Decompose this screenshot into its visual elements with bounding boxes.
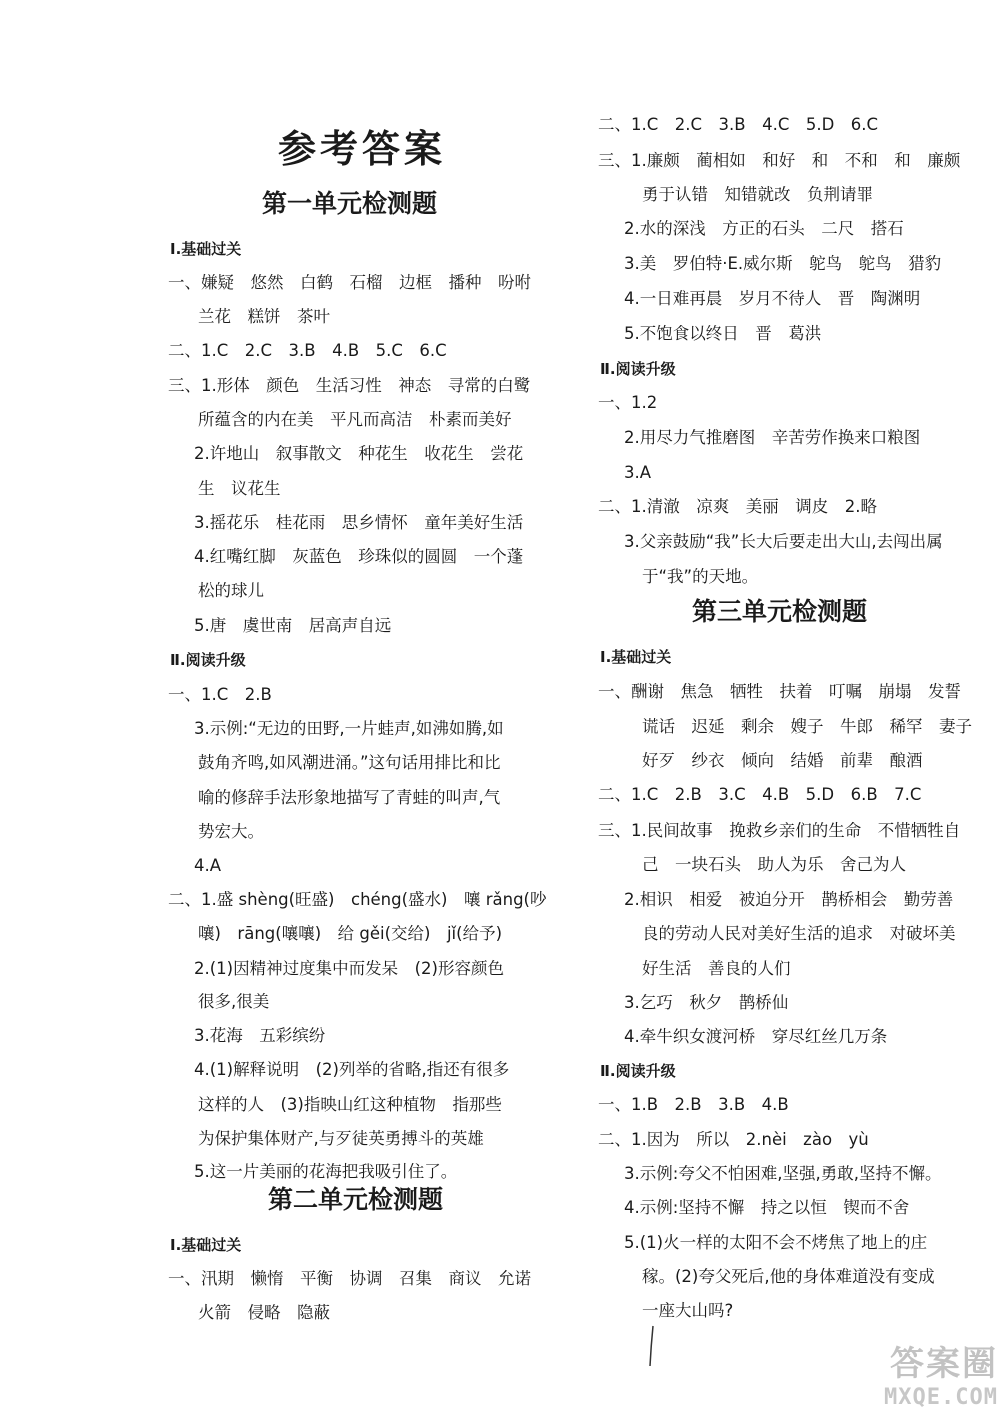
watermark-logo: 答案圈 bbox=[890, 1344, 998, 1384]
right-answer-line: 5.不饱食以终日 晋 葛洪 bbox=[624, 324, 822, 343]
left-answer-line: 4.A bbox=[194, 856, 222, 875]
unit-3-heading: 第三单元检测题 bbox=[692, 597, 868, 626]
right-answer-line: 好生活 善良的人们 bbox=[642, 959, 791, 978]
left-answer-line: 很多,很美 bbox=[198, 992, 270, 1011]
right-answer-line: 2.用尽力气推磨图 辛苦劳作换来口粮图 bbox=[624, 428, 921, 447]
right-answer-line: 一座大山吗? bbox=[642, 1301, 734, 1320]
right-answer-line: 勇于认错 知错就改 负荆请罪 bbox=[642, 185, 873, 204]
left-answer-line: 松的球儿 bbox=[198, 581, 264, 600]
left-answer-line: 鼓角齐鸣,如风潮进涌。”这句话用排比和比 bbox=[198, 753, 501, 772]
left-answer-line: 一、汛期 懒惰 平衡 协调 召集 商议 允诺 bbox=[168, 1269, 531, 1288]
right-answer-line: 4.牵牛织女渡河桥 穿尽红丝几万条 bbox=[624, 1027, 888, 1046]
left-answer-line: 3.摇花乐 桂花雨 思乡情怀 童年美好生活 bbox=[194, 513, 524, 532]
right-answer-line: 二、1.清澈 凉爽 美丽 调皮 2.略 bbox=[598, 497, 877, 516]
left-answer-line: 兰花 糕饼 茶叶 bbox=[198, 307, 330, 326]
left-answer-line: 三、1.形体 颜色 生活习性 神态 寻常的白鹭 bbox=[168, 376, 531, 395]
right-answer-line: 2.相识 相爱 被迫分开 鹊桥相会 勤劳善 bbox=[624, 890, 954, 909]
right-answer-line: 5.(1)火一样的太阳不会不烤焦了地上的庄 bbox=[624, 1233, 928, 1252]
right-answer-line: Ⅱ.阅读升级 bbox=[600, 1062, 676, 1080]
right-answer-line: 谎话 迟延 剩余 嫂子 牛郎 稀罕 妻子 bbox=[642, 717, 972, 736]
right-answer-line: 二、1.因为 所以 2.nèi zào yù bbox=[598, 1130, 869, 1149]
page-title: 参考答案 bbox=[278, 126, 447, 171]
left-answer-line: 这样的人 (3)指映山红这种植物 指那些 bbox=[198, 1095, 502, 1114]
left-answer-line: 喻的修辞手法形象地描写了青蛙的叫声,气 bbox=[198, 788, 501, 807]
left-answer-line: 嚷) rāng(嚷嚷) 给 gěi(交给) jǐ(给予) bbox=[198, 924, 503, 943]
left-answer-line: 2.(1)因精神过度集中而发呆 (2)形容颜色 bbox=[194, 959, 504, 978]
right-answer-line: 4.示例:坚持不懈 持之以恒 锲而不舍 bbox=[624, 1198, 910, 1217]
left-answer-line: Ⅱ.阅读升级 bbox=[170, 651, 246, 669]
left-answer-line: 2.许地山 叙事散文 种花生 收花生 尝花 bbox=[194, 444, 524, 463]
right-answer-line: 一、1.2 bbox=[598, 393, 658, 412]
left-answer-line: 势宏大。 bbox=[198, 822, 264, 841]
left-answer-line: 二、1.盛 shèng(旺盛) chéng(盛水) 嚷 rǎng(吵 bbox=[168, 890, 547, 909]
right-answer-line: 3.乞巧 秋夕 鹊桥仙 bbox=[624, 993, 789, 1012]
right-answer-line: 二、1.C 2.B 3.C 4.B 5.D 6.B 7.C bbox=[598, 785, 922, 804]
right-answer-line: 三、1.民间故事 挽救乡亲们的生命 不惜牺牲自 bbox=[598, 821, 961, 840]
left-answer-line: 为保护集体财产,与歹徒英勇搏斗的英雄 bbox=[198, 1129, 484, 1148]
watermark bbox=[884, 1336, 998, 1410]
right-answer-line: 3.A bbox=[624, 463, 652, 482]
right-answer-line: 二、1.C 2.C 3.B 4.C 5.D 6.C bbox=[598, 115, 879, 134]
left-answer-line: 5.这一片美丽的花海把我吸引住了。 bbox=[194, 1162, 458, 1181]
right-answer-line: 2.水的深浅 方正的石头 二尺 搭石 bbox=[624, 219, 904, 238]
unit-1-heading: 第一单元检测题 bbox=[262, 189, 438, 218]
left-answer-line: Ⅰ.基础过关 bbox=[170, 240, 242, 258]
left-answer-line: 火箭 侵略 隐蔽 bbox=[198, 1303, 330, 1322]
watermark-url: MXQE.COM bbox=[884, 1385, 998, 1410]
right-answer-line: 于“我”的天地。 bbox=[642, 567, 759, 586]
left-answer-line: 生 议花生 bbox=[198, 479, 281, 498]
right-answer-line: Ⅱ.阅读升级 bbox=[600, 360, 676, 378]
unit-2-heading: 第二单元检测题 bbox=[268, 1185, 444, 1214]
right-answer-line: 三、1.廉颇 蔺相如 和好 和 不和 和 廉颇 bbox=[598, 151, 961, 170]
right-answer-line: 一、酬谢 焦急 牺牲 扶着 叮嘱 崩塌 发誓 bbox=[598, 682, 961, 701]
right-answer-line: 稼。(2)夸父死后,他的身体难道没有变成 bbox=[642, 1267, 935, 1286]
left-answer-line: 一、嫌疑 悠然 白鹤 石榴 边框 播种 吩咐 bbox=[168, 273, 531, 292]
left-answer-line: 3.示例:“无边的田野,一片蛙声,如沸如腾,如 bbox=[194, 719, 504, 738]
right-answer-line: 好歹 纱衣 倾向 结婚 前辈 酿酒 bbox=[642, 751, 923, 770]
page-number-mark bbox=[648, 1324, 656, 1368]
right-answer-line: 3.美 罗伯特·E.威尔斯 鸵鸟 鸵鸟 猎豹 bbox=[624, 254, 942, 273]
left-answer-line: 二、1.C 2.C 3.B 4.B 5.C 6.C bbox=[168, 341, 447, 360]
left-answer-line: 所蕴含的内在美 平凡而高洁 朴素而美好 bbox=[198, 410, 512, 429]
right-answer-line: 一、1.B 2.B 3.B 4.B bbox=[598, 1095, 789, 1114]
right-answer-line: 良的劳动人民对美好生活的追求 对破坏美 bbox=[642, 924, 956, 943]
left-answer-line: 4.红嘴红脚 灰蓝色 珍珠似的圆圆 一个蓬 bbox=[194, 547, 524, 566]
left-answer-line: 5.唐 虞世南 居高声自远 bbox=[194, 616, 392, 635]
left-answer-line: 4.(1)解释说明 (2)列举的省略,指还有很多 bbox=[194, 1060, 510, 1079]
right-answer-line: Ⅰ.基础过关 bbox=[600, 648, 672, 666]
left-answer-line: 一、1.C 2.B bbox=[168, 685, 272, 704]
right-answer-line: 己 一块石头 助人为乐 舍己为人 bbox=[642, 855, 906, 874]
right-answer-line: 3.示例:夸父不怕困难,坚强,勇敢,坚持不懈。 bbox=[624, 1164, 942, 1183]
right-answer-line: 3.父亲鼓励“我”长大后要走出大山,去闯出属 bbox=[624, 532, 943, 551]
left-answer-line: 3.花海 五彩缤纷 bbox=[194, 1026, 326, 1045]
left-answer-line: Ⅰ.基础过关 bbox=[170, 1236, 242, 1254]
right-answer-line: 4.一日难再晨 岁月不待人 晋 陶渊明 bbox=[624, 289, 921, 308]
